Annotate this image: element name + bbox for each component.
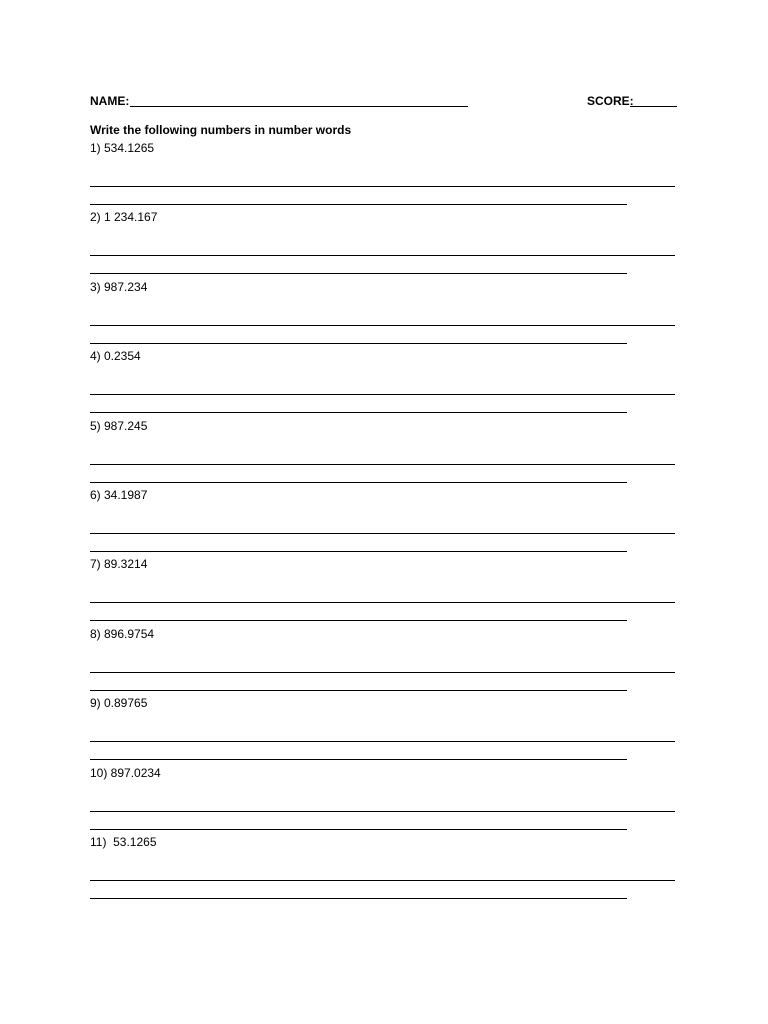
question-label: 6) 34.1987 — [90, 487, 148, 502]
question-label: 2) 1 234.167 — [90, 210, 158, 225]
question-item — [90, 488, 680, 557]
answer-line — [90, 394, 675, 395]
answer-line — [90, 482, 627, 483]
name-label: NAME: — [90, 94, 130, 108]
question-label: 10) 897.0234 — [90, 765, 161, 780]
answer-line — [90, 829, 627, 830]
question-item — [90, 210, 680, 279]
answer-line — [90, 759, 627, 760]
question-label: 9) 0.89765 — [90, 696, 148, 711]
answer-line — [90, 551, 627, 552]
score-blank-line — [630, 106, 677, 107]
answer-line — [90, 672, 675, 673]
question-label: 3) 987.234 — [90, 279, 148, 294]
question-item — [90, 696, 680, 765]
question-item — [90, 557, 680, 626]
question-item — [90, 419, 680, 488]
answer-line — [90, 811, 675, 812]
question-item — [90, 141, 680, 210]
answer-line — [90, 255, 675, 256]
question-item — [90, 766, 680, 835]
answer-line — [90, 412, 627, 413]
answer-line — [90, 690, 627, 691]
instruction-text: Write the following numbers in number words — [90, 123, 352, 137]
question-item — [90, 835, 680, 904]
question-item — [90, 349, 680, 418]
question-label: 4) 0.2354 — [90, 349, 141, 364]
question-label: 5) 987.245 — [90, 418, 148, 433]
question-item — [90, 280, 680, 349]
answer-line — [90, 325, 675, 326]
question-list — [90, 141, 680, 904]
score-label: SCORE: — [587, 94, 634, 108]
answer-line — [90, 620, 627, 621]
question-item — [90, 627, 680, 696]
answer-line — [90, 880, 675, 881]
question-label: 7) 89.3214 — [90, 557, 148, 572]
answer-line — [90, 741, 675, 742]
answer-line — [90, 273, 627, 274]
answer-line — [90, 186, 675, 187]
worksheet-header — [90, 94, 678, 110]
question-label: 1) 534.1265 — [90, 141, 155, 155]
question-label: 8) 896.9754 — [90, 626, 155, 641]
answer-line — [90, 898, 627, 899]
answer-line — [90, 533, 675, 534]
name-blank-line — [130, 106, 468, 107]
answer-line — [90, 602, 675, 603]
answer-line — [90, 343, 627, 344]
answer-line — [90, 464, 675, 465]
question-label: 11) 53.1265 — [90, 834, 157, 849]
answer-line — [90, 204, 627, 205]
